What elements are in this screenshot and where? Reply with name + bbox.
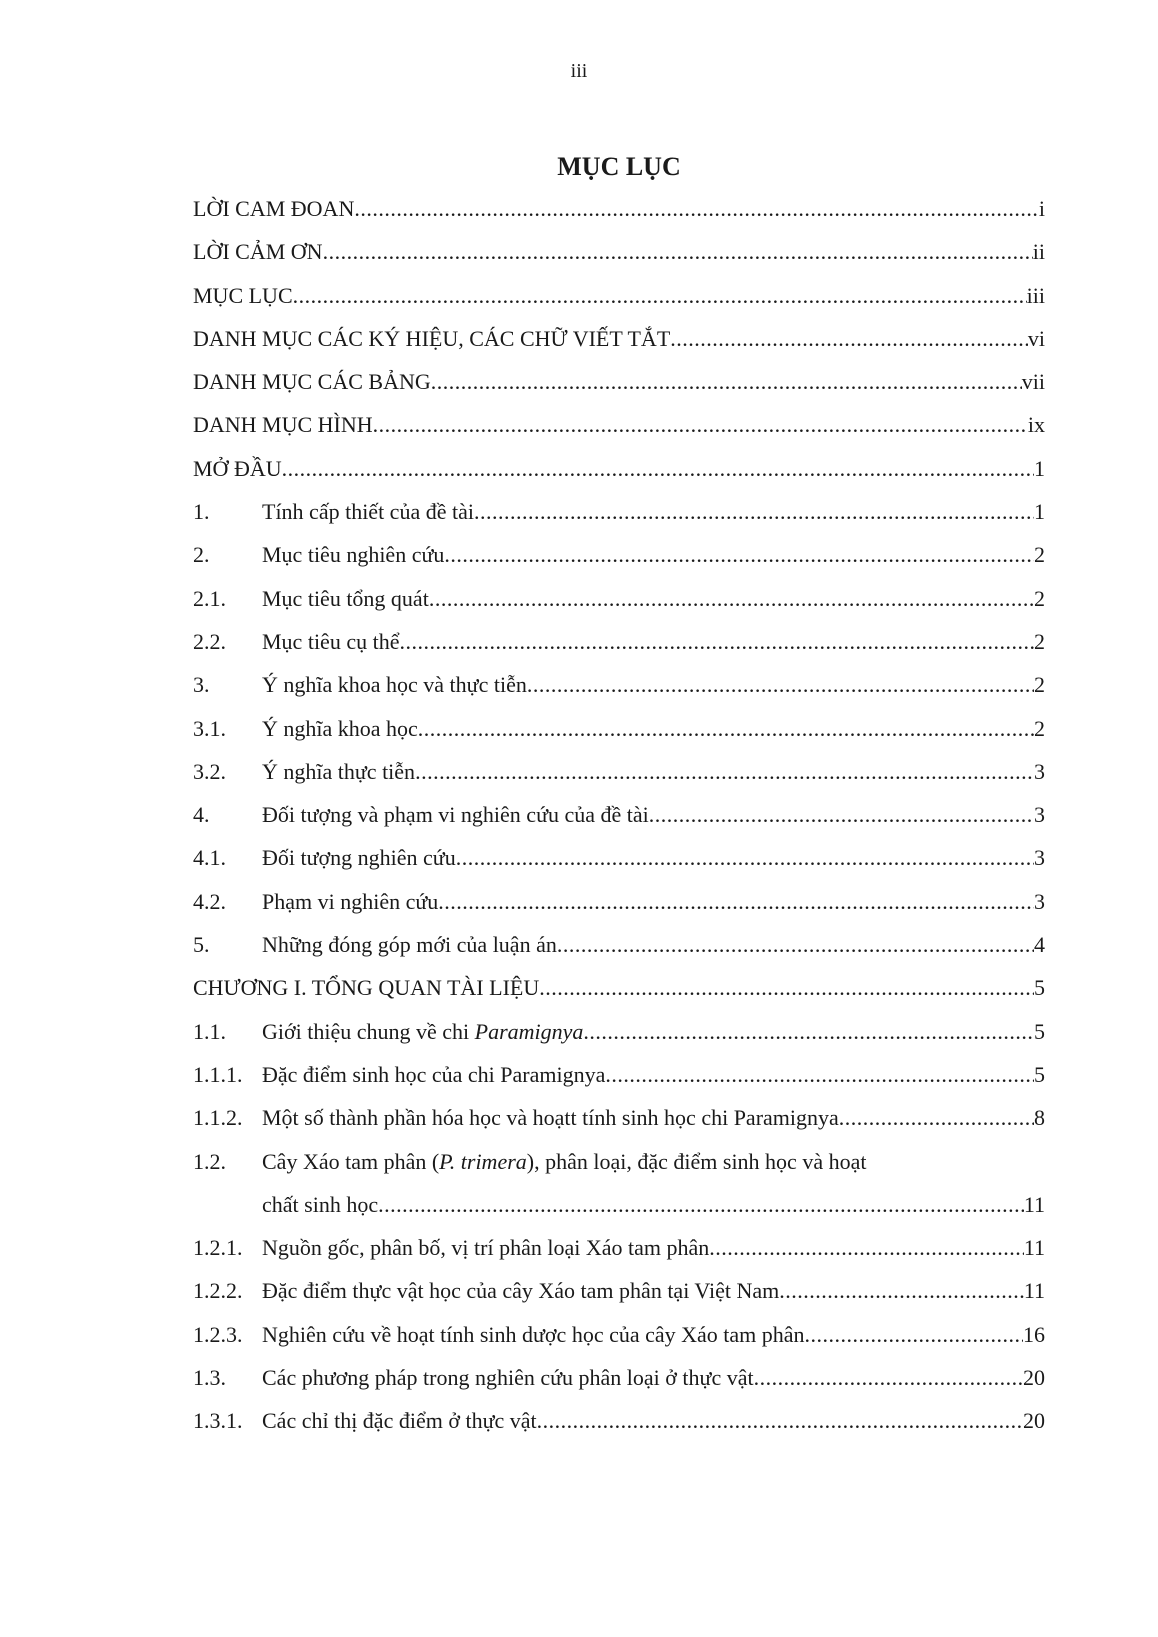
toc-entry-number: 3.2. — [193, 758, 226, 784]
toc-entry-page: 20 — [1023, 1365, 1045, 1391]
toc-entry-label: Đối tượng và phạm vi nghiên cứu của đề tài — [262, 802, 649, 828]
toc-leader-dots — [537, 1408, 1023, 1434]
toc-leader-dots — [754, 1365, 1023, 1391]
toc-entry-label: Giới thiệu chung về chi Paramignya — [262, 1018, 584, 1044]
toc-entry-number: 4.1. — [193, 845, 226, 871]
toc-entry-page: 2 — [1034, 542, 1045, 568]
toc-leader-dots — [805, 1322, 1023, 1348]
toc-entry-number: 1.3. — [193, 1365, 226, 1391]
toc-entry-page: 11 — [1023, 1278, 1045, 1304]
toc-entry-page: 11 — [1023, 1191, 1045, 1217]
toc-entry-label: Tính cấp thiết của đề tài — [262, 499, 474, 525]
toc-leader-dots — [429, 586, 1034, 612]
toc-entry-page: vi — [1027, 325, 1045, 351]
toc-leader-dots — [293, 283, 1027, 309]
toc-entry[interactable] — [193, 1235, 1045, 1278]
toc-entry-label: Ý nghĩa khoa học — [262, 715, 418, 741]
toc-leader-dots — [670, 326, 1028, 352]
toc-entry[interactable] — [193, 1149, 1045, 1192]
toc-entry[interactable] — [193, 975, 1045, 1018]
toc-entry[interactable] — [193, 1278, 1045, 1321]
toc-entry[interactable] — [193, 369, 1045, 412]
toc-entry-page: 3 — [1034, 758, 1045, 784]
toc-entry-number: 3. — [193, 672, 210, 698]
toc-entry[interactable] — [193, 412, 1045, 455]
toc-leader-dots — [779, 1278, 1024, 1304]
toc-leader-dots — [415, 759, 1034, 785]
toc-entry-label: Ý nghĩa thực tiễn — [262, 758, 416, 784]
toc-entry-number: 1.2.1. — [193, 1235, 243, 1261]
toc-entry-page: 8 — [1034, 1105, 1045, 1131]
toc-leader-dots — [438, 889, 1034, 915]
toc-entry-label: LỜI CAM ĐOAN — [193, 196, 355, 221]
toc-entry-page: 2 — [1034, 672, 1045, 698]
toc-entry[interactable] — [193, 283, 1045, 326]
toc-entry-number: 1.1.1. — [193, 1061, 243, 1087]
toc-entry-label: DANH MỤC CÁC BẢNG — [193, 369, 431, 395]
toc-entry-number: 1. — [193, 499, 210, 525]
toc-entry[interactable] — [193, 1365, 1045, 1408]
toc-entry-continuation[interactable] — [193, 1192, 1045, 1235]
toc-entry-page: i — [1038, 196, 1045, 221]
toc-entry[interactable] — [193, 845, 1045, 888]
toc-leader-dots — [649, 802, 1034, 828]
toc-leader-dots — [373, 412, 1028, 438]
toc-entry[interactable] — [193, 456, 1045, 499]
toc-entry-number: 1.3.1. — [193, 1408, 243, 1434]
toc-entry-label: Ý nghĩa khoa học và thực tiễn — [262, 672, 527, 698]
toc-leader-dots — [539, 975, 1034, 1001]
toc-entry-page: 3 — [1034, 802, 1045, 828]
toc-leader-dots — [605, 1062, 1034, 1088]
toc-entry-page: 11 — [1023, 1235, 1045, 1261]
toc-leader-dots — [839, 1105, 1034, 1131]
toc-entry-label: MỤC LỤC — [193, 282, 293, 308]
toc-entry[interactable] — [193, 326, 1045, 369]
toc-entry-page: vii — [1021, 369, 1045, 395]
toc-entry-number: 2.2. — [193, 628, 226, 654]
toc-entry-label: Đặc điểm sinh học của chi Paramignya — [262, 1061, 606, 1087]
toc-entry[interactable] — [193, 586, 1045, 629]
page-number: iii — [570, 60, 588, 82]
toc-leader-dots — [323, 239, 1033, 265]
toc-entry-label: Mục tiêu nghiên cứu — [262, 542, 445, 568]
toc-entry-label: MỞ ĐẦU — [193, 455, 282, 481]
toc-entry-page: 5 — [1034, 1061, 1045, 1087]
toc-entry[interactable] — [193, 239, 1045, 282]
toc-entry[interactable] — [193, 802, 1045, 845]
toc-entry-label: LỜI CẢM ƠN — [193, 239, 323, 265]
toc-leader-dots — [282, 456, 1034, 482]
toc-entry-label: Mục tiêu tổng quát — [262, 585, 429, 611]
toc-entry-label: Nghiên cứu về hoạt tính sinh dược học của cây Xáo tam phân — [262, 1321, 805, 1347]
toc-leader-dots — [583, 1019, 1034, 1045]
toc-leader-dots — [431, 369, 1022, 395]
toc-entry-page: iii — [1026, 282, 1045, 308]
toc-entry-page: 3 — [1034, 888, 1045, 914]
toc-leader-dots — [354, 196, 1039, 222]
toc-entry[interactable] — [193, 629, 1045, 672]
toc-entry[interactable] — [193, 932, 1045, 975]
toc-entry-page: 1 — [1034, 499, 1045, 525]
toc-entry-page: ix — [1027, 412, 1045, 438]
toc-entry-page: 3 — [1034, 845, 1045, 871]
toc-entry-page: 4 — [1034, 932, 1045, 958]
toc-entry-label: chất sinh học — [262, 1191, 379, 1217]
toc-entry-label: Các chỉ thị đặc điểm ở thực vật — [262, 1408, 537, 1434]
toc-entry-page: 2 — [1034, 715, 1045, 741]
page-title: MỤC LỤC — [557, 152, 681, 181]
toc-entry-number: 2. — [193, 542, 210, 568]
toc-leader-dots — [557, 932, 1034, 958]
toc-entry[interactable] — [193, 542, 1045, 585]
toc-entry-page: 16 — [1023, 1321, 1045, 1347]
toc-entry-number: 3.1. — [193, 715, 226, 741]
toc-entry-label: Những đóng góp mới của luận án — [262, 932, 557, 958]
toc-leader-dots — [709, 1235, 1024, 1261]
toc-entry[interactable] — [193, 672, 1045, 715]
toc-entry[interactable] — [193, 1062, 1045, 1105]
toc-entry-page: ii — [1032, 239, 1045, 265]
toc-entry-label: Nguồn gốc, phân bố, vị trí phân loại Xáo tam phân — [262, 1235, 710, 1261]
toc-entry-label: DANH MỤC CÁC KÝ HIỆU, CÁC CHỮ VIẾT TẮT — [193, 325, 671, 351]
toc-entry-label: Mục tiêu cụ thể — [262, 628, 400, 654]
toc-entry-label: Phạm vi nghiên cứu — [262, 888, 439, 914]
toc-leader-dots — [378, 1192, 1024, 1218]
toc-entry-page: 2 — [1034, 628, 1045, 654]
toc-entry-label: Đặc điểm thực vật học của cây Xáo tam phân tại Việt Nam — [262, 1278, 780, 1304]
toc-leader-dots — [474, 499, 1034, 525]
toc-leader-dots — [527, 672, 1034, 698]
toc-entry[interactable] — [193, 1408, 1045, 1451]
toc-entry-number: 4. — [193, 802, 210, 828]
toc-entry-page: 5 — [1034, 1018, 1045, 1044]
toc-entry-label: Các phương pháp trong nghiên cứu phân loại ở thực vật — [262, 1365, 754, 1391]
toc-entry[interactable] — [193, 759, 1045, 802]
toc-leader-dots — [456, 845, 1034, 871]
toc-entry[interactable] — [193, 1105, 1045, 1148]
toc-entry-page: 20 — [1023, 1408, 1045, 1434]
toc-entry-number: 4.2. — [193, 888, 226, 914]
toc-entry-label: DANH MỤC HÌNH — [193, 412, 373, 438]
toc-entry-number: 1.1. — [193, 1018, 226, 1044]
toc-entry[interactable] — [193, 196, 1045, 239]
toc-entry-number: 1.2.3. — [193, 1321, 243, 1347]
toc-entry-page: 5 — [1034, 975, 1045, 1001]
toc-entry[interactable] — [193, 889, 1045, 932]
toc-leader-dots — [399, 629, 1034, 655]
toc-entry[interactable] — [193, 716, 1045, 759]
toc-entry-number: 1.2.2. — [193, 1278, 243, 1304]
toc-leader-dots — [418, 716, 1034, 742]
toc-entry-label: Đối tượng nghiên cứu — [262, 845, 456, 871]
toc-leader-dots — [444, 542, 1034, 568]
toc-entry-number: 1.1.2. — [193, 1105, 243, 1131]
toc-entry[interactable] — [193, 1322, 1045, 1365]
toc-entry-page: 1 — [1034, 455, 1045, 481]
toc-entry[interactable] — [193, 1019, 1045, 1062]
toc-entry-label: Cây Xáo tam phân (P. trimera), phân loại, đặc điểm sinh học và hoạt — [262, 1148, 867, 1174]
toc-entry-page: 2 — [1034, 585, 1045, 611]
toc-entry-number: 2.1. — [193, 585, 226, 611]
toc-entry-number: 5. — [193, 932, 210, 958]
toc-entry-number: 1.2. — [193, 1148, 226, 1174]
toc-entry-label: Một số thành phần hóa học và hoạtt tính sinh học chi Paramignya — [262, 1105, 839, 1131]
table-of-contents — [193, 196, 1045, 1452]
toc-entry[interactable] — [193, 499, 1045, 542]
toc-entry-label: CHƯƠNG I. TỔNG QUAN TÀI LIỆU — [193, 975, 540, 1001]
